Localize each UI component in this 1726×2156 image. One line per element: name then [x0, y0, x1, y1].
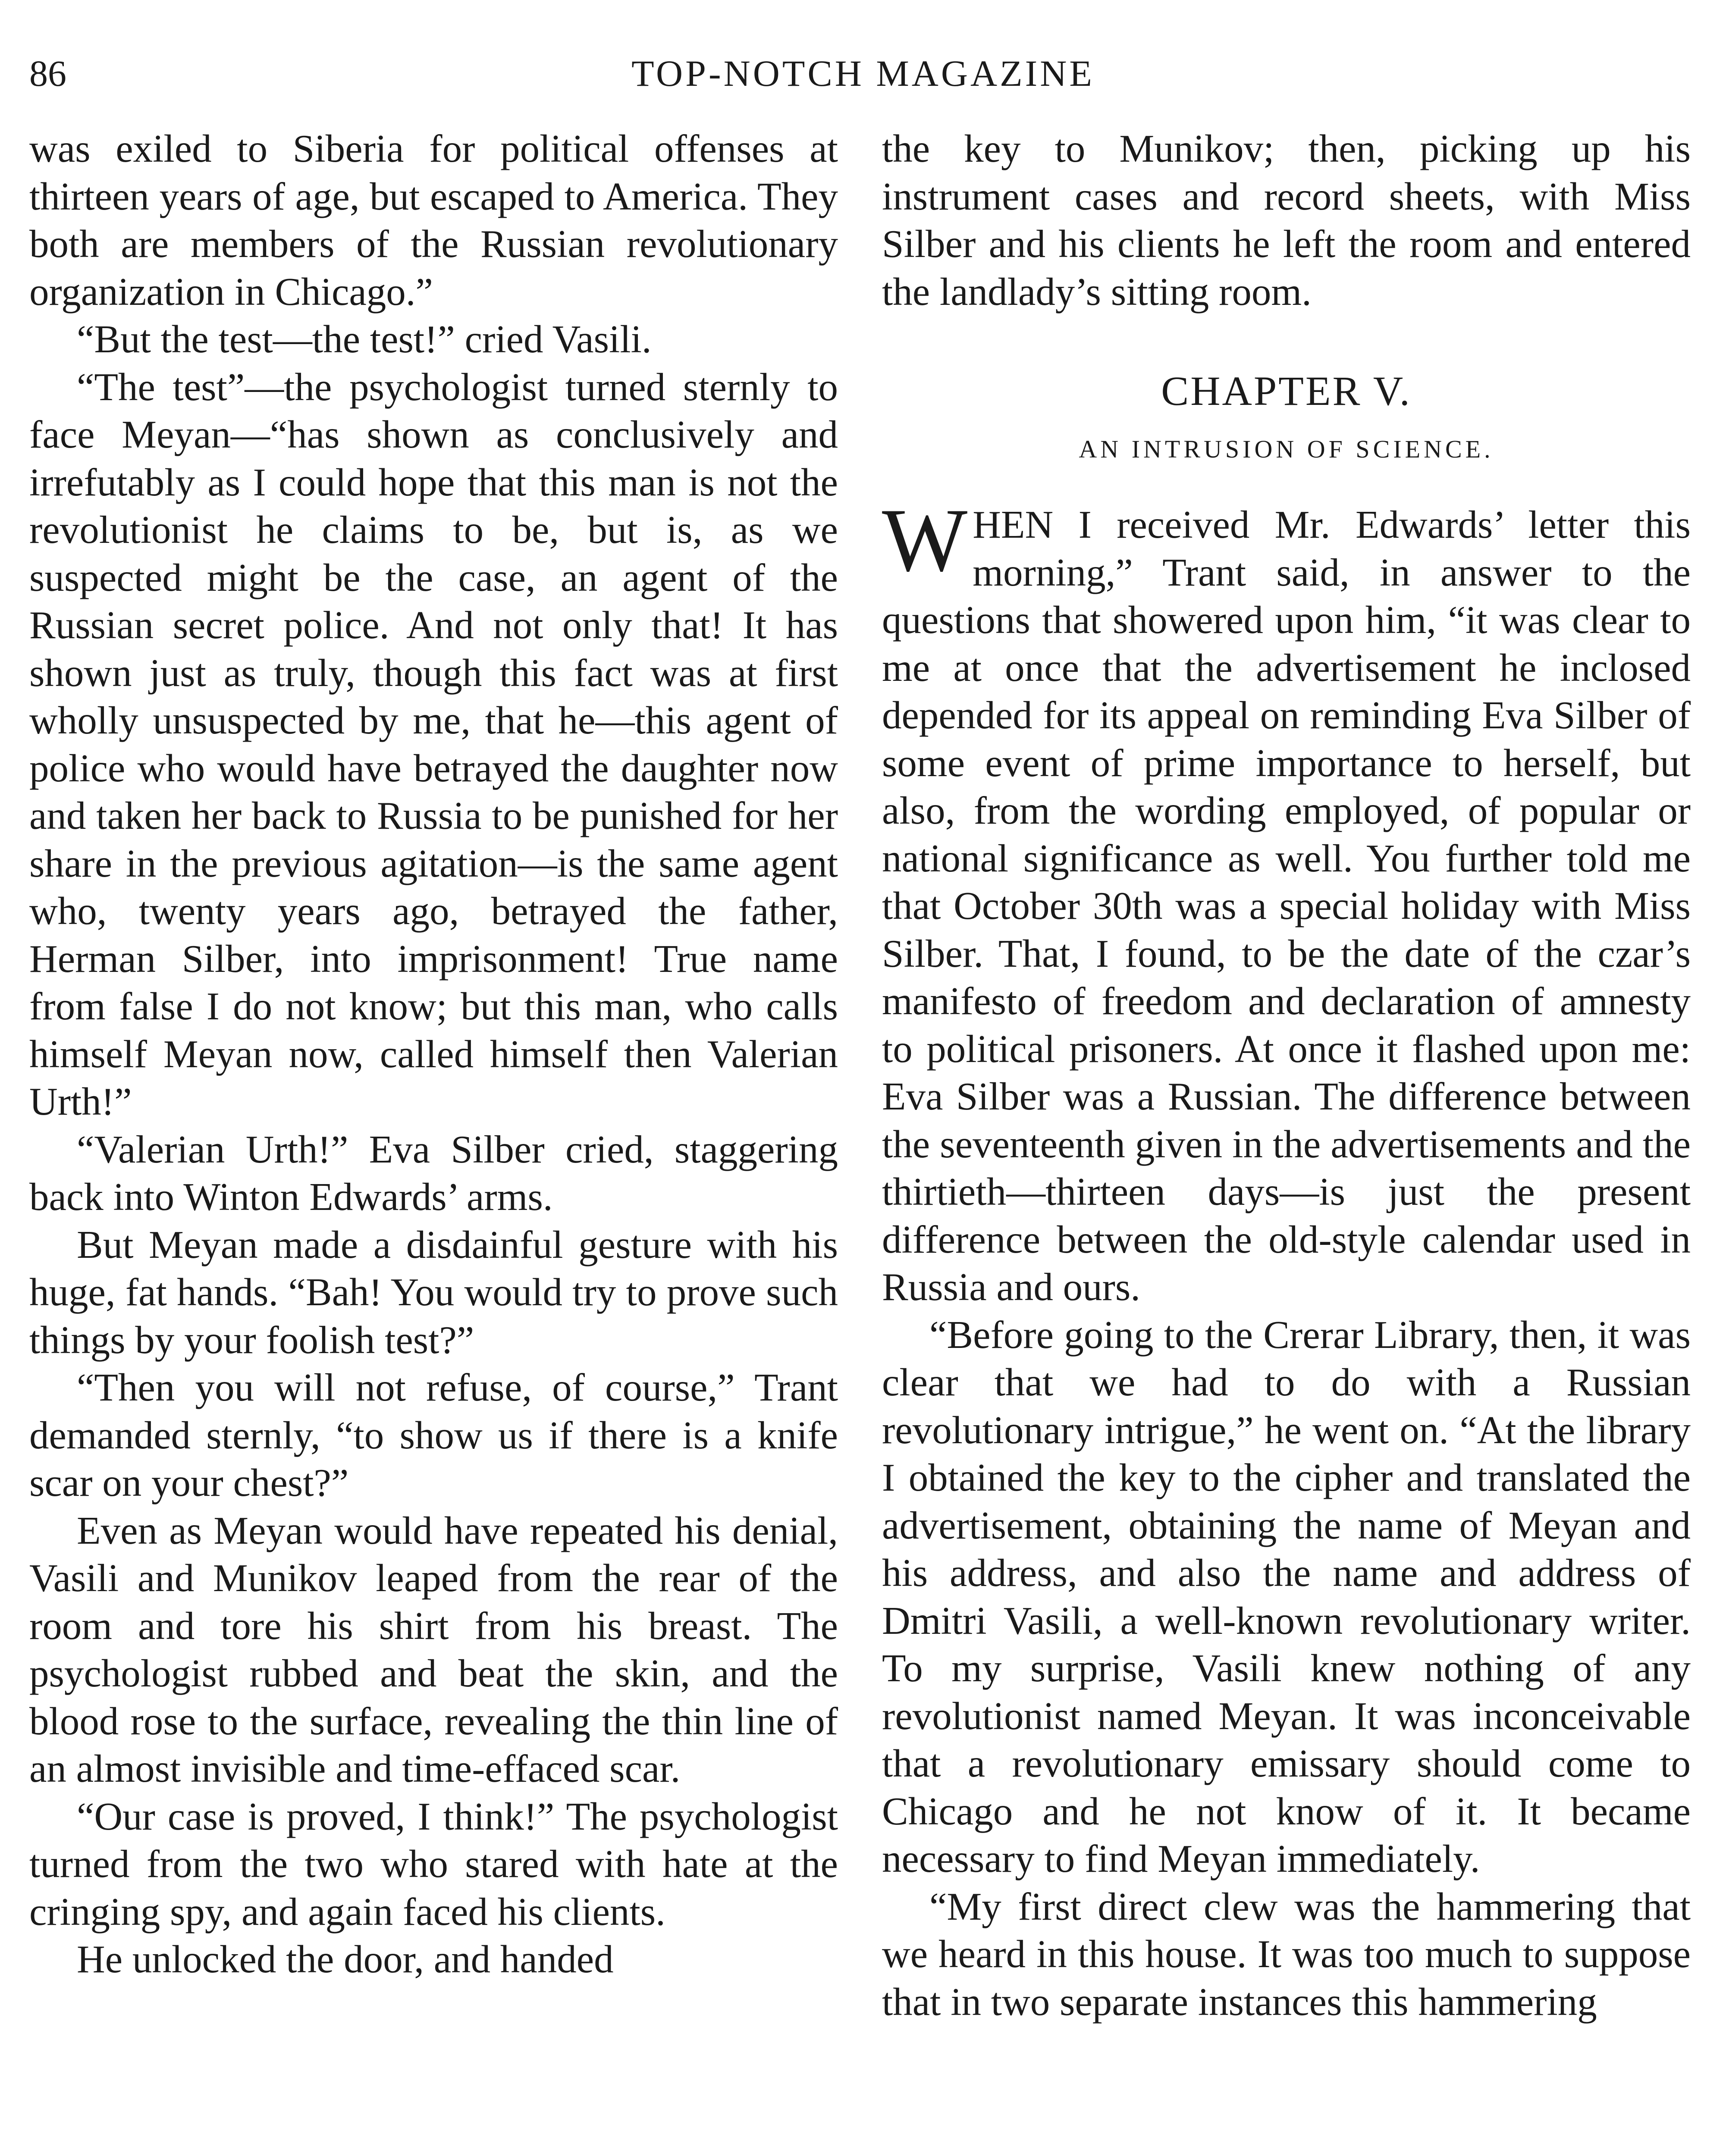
- chapter-opening-paragraph: [882, 490, 1691, 1311]
- drop-cap: W: [882, 490, 968, 590]
- paragraph: But Meyan made a disdainful gesture with his huge, fat hands. “Bah! You would try to prove such things by your foolish test?”: [29, 1222, 838, 1362]
- paragraph: “The test”—the psychologist turned sternly to face Meyan—“has shown as conclusively and irrefutably as I could hope that this man is not the revolutionist he claims to be, but is, as we suspected might be the case, an agent of the Russian secret police. And not only that! It has shown just as truly, though this fact was at first wholly unsuspected by me, that he—this agent of police who would have betrayed the daughter now and taken her back to Russia to be punished for her share in the previous agitation—is the same agent who, twenty years ago, betrayed the father, Herman Silber, into imprisonment! True name from false I do not know; but this man, who calls himself Meyan now, called himself then Valerian Urth!”: [29, 365, 838, 1123]
- left-column: [29, 125, 838, 1984]
- paragraph: He unlocked the door, and handed: [77, 1937, 614, 1981]
- paragraph: “Then you will not refuse, of course,” Trant demanded sternly, “to show us if there is a knife scar on your chest?”: [29, 1366, 838, 1504]
- paragraph: Even as Meyan would have repeated his denial, Vasili and Munikov leaped from the rear of the room and tore his shirt from his breast. The psychologist rubbed and beat the skin, and the blood rose to the surface, revealing the thin line of an almost invisible and time-effaced scar.: [29, 1508, 838, 1790]
- paragraph: “Valerian Urth!” Eva Silber cried, staggering back into Winton Edwards’ arms.: [29, 1127, 838, 1219]
- page-number: 86: [29, 53, 66, 94]
- paragraph: “Before going to the Crerar Library, then, it was clear that we had to do with a Russian revolutionary intrigue,” he went on. “At the library I obtained the key to the cipher and translated the advertisement, obtaining the name of Meyan and his address, and also the name and address of Dmitri Vasili, a well-known revolutionary writer. To my surprise, Vasili knew nothing of any revolutionist named Meyan. It was inconceivable that a revolutionary emissary should come to Chicago and he not know of it. It became necessary to find Meyan immediately.: [882, 1313, 1691, 1880]
- paragraph: “My first direct clew was the hammering that we heard in this house. It was too much to suppose that in two separate instances this hammering: [882, 1884, 1691, 2024]
- chapter-title: CHAPTER V.: [1161, 368, 1412, 414]
- chapter-subtitle: AN INTRUSION OF SCIENCE.: [1079, 435, 1494, 463]
- paragraph: the key to Munikov; then, picking up his instrument cases and record sheets, with Miss Silber and his clients he left the room and entered the landlady’s sitting room.: [882, 127, 1691, 313]
- opening-text: HEN I received Mr. Edwards’ letter this morning,” Trant said, in answer to the questions that showered upon him, “it was clear to me at once that the advertisement he inclosed depended for its appeal on reminding Eva Silber of some event of prime importance to herself, but also, from the wording employed, of popular or national significance as well. You further told me that October 30th was a special holiday with Miss Silber. That, I found, to be the date of the czar’s manifesto of freedom and declaration of amnesty to political prisoners. At once it flashed upon me: Eva Silber was a Russian. The difference between the seventeenth given in the advertisements and the thirtieth—thirteen days—is just the present difference between the old-style calendar used in Russia and ours.: [882, 503, 1691, 1309]
- paragraph: “But the test—the test!” cried Vasili.: [77, 317, 652, 361]
- paragraph: “Our case is proved, I think!” The psychologist turned from the two who stared with hate at the cringing spy, and again faced his clients.: [29, 1794, 838, 1934]
- page-header: [0, 41, 1726, 106]
- paragraph: was exiled to Siberia for political offenses at thirteen years of age, but escaped to America. They both are members of the Russian revolutionary organization in Chicago.”: [29, 127, 838, 313]
- running-title: TOP-NOTCH MAGAZINE: [631, 53, 1095, 94]
- right-column: [882, 125, 1691, 2026]
